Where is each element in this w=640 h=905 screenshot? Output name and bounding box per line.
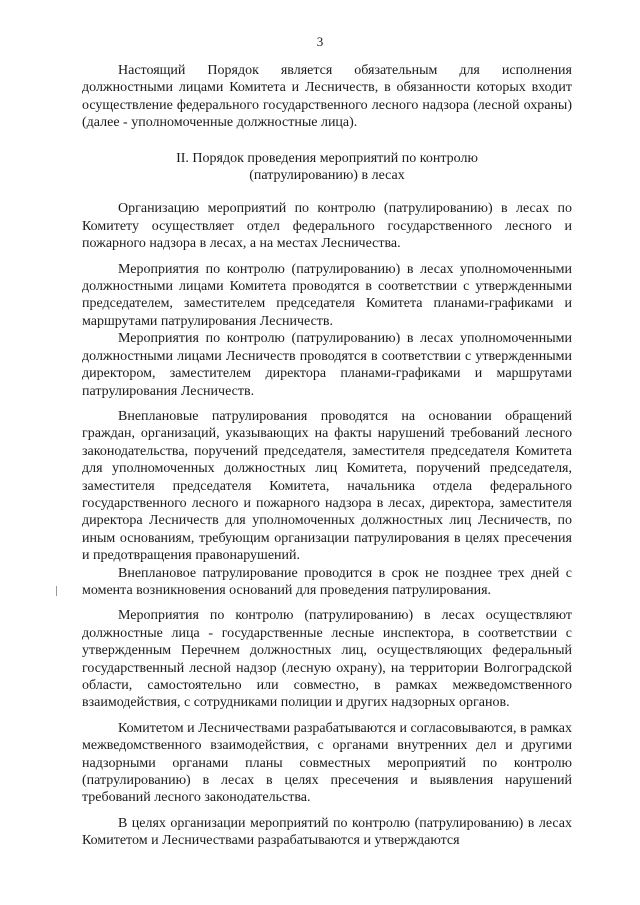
paragraph: Внеплановые патрулирования проводятся на основании обращений граждан, организаций, указывающих на факты нарушений требований лесного законодательства, поручений председателя, заместителя председателя Комитета для уполномоченных должностных лиц Комитета, поручений председателя, заместителя председателя Комитета, начальника отдела федерального государственного лесного и пожарного надзора в лесах, директора, заместителя директора Лесничеств для уполномоченных должностных лиц Лесничеств, по иным основаниям, требующим организации патрулирования в целях пресечения и предотвращения правонарушений. bbox=[82, 408, 572, 564]
margin-mark bbox=[56, 586, 57, 596]
paragraph: В целях организации мероприятий по контролю (патрулированию) в лесах Комитетом и Лесничествами разрабатываются и утверждаются bbox=[82, 815, 572, 849]
section-heading-line-2: (патрулированию) в лесах bbox=[249, 168, 405, 184]
paragraph: Мероприятия по контролю (патрулированию) в лесах уполномоченными должностными лицами Комитета проводятся в соответствии с утвержденными председателем, заместителем председателя Комитета планами-графиками и маршрутами патрулирования Лесничеств. bbox=[82, 261, 572, 329]
paragraph: Организацию мероприятий по контролю (патрулированию) в лесах по Комитету осуществляет отдел федерального государственного лесного и пожарного надзора в лесах, а на местах Лесничества. bbox=[82, 201, 572, 252]
section-heading bbox=[82, 150, 572, 185]
intro-paragraph: Настоящий Порядок является обязательным для исполнения должностными лицами Комитета и Лесничеств, в обязанности которых входит осуществление федерального государственного лесного надзора (лесной охраны) (далее - уполномоченные должностные лица). bbox=[82, 63, 572, 131]
paragraph: Мероприятия по контролю (патрулированию) в лесах осуществляют должностные лица - государственные лесные инспектора, в соответствии с утвержденным Перечнем должностных лиц, осуществляющих федеральный государственный лесной надзор (лесную охрану), на территории Волгоградской области, самостоятельно или совместно, в рамках межведомственного взаимодействия, с сотрудниками полиции и других надзорных органов. bbox=[82, 608, 572, 711]
document-body bbox=[82, 62, 572, 850]
section-heading-line-1: II. Порядок проведения мероприятий по контролю bbox=[176, 150, 478, 166]
paragraph: Мероприятия по контролю (патрулированию) в лесах уполномоченными должностными лицами Лесничеств проводятся в соответствии с утвержденными директором, заместителем директора планами-графиками и маршрутами патрулирования Лесничеств. bbox=[82, 331, 572, 399]
page-number: 3 bbox=[316, 34, 324, 49]
paragraph: Комитетом и Лесничествами разрабатываются и согласовываются, в рамках межведомственного взаимодействия, с органами внутренних дел и другими надзорными органами планы совместных мероприятий по контролю (патрулированию) в лесах в целях пресечения и выявления нарушений требований лесного законодательства. bbox=[82, 720, 572, 806]
paragraph: Внеплановое патрулирование проводится в срок не позднее трех дней с момента возникновения оснований для проведения патрулирования. bbox=[82, 565, 572, 598]
